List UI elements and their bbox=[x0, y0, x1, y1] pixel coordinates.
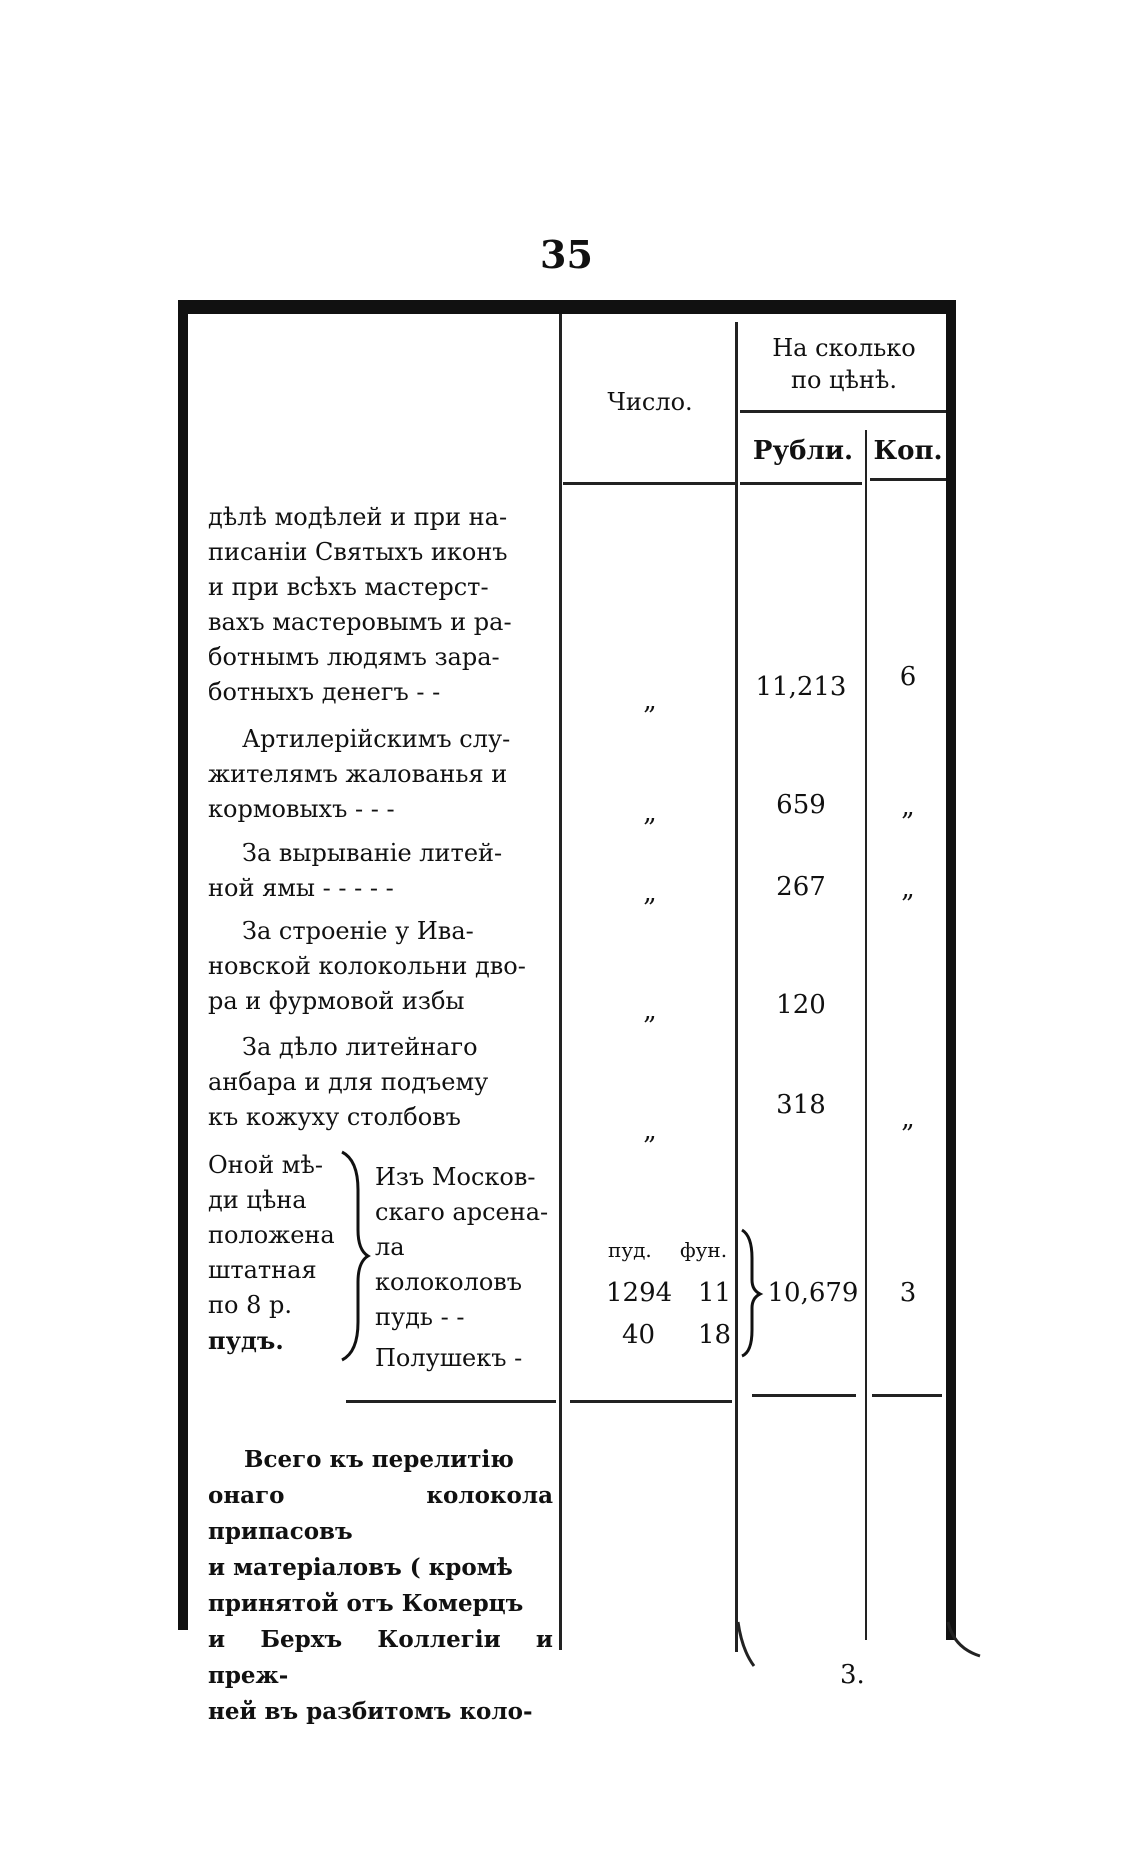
row-1-rub: 11,213 bbox=[755, 672, 847, 702]
table-top-border bbox=[178, 300, 956, 314]
row-2-text: Артилерійскимъ слу- жителямъ жалованья и кормовыхъ - - - bbox=[208, 725, 511, 823]
copper-pud-1: 1294 bbox=[606, 1278, 673, 1308]
total-rule-text bbox=[346, 1400, 556, 1403]
row-2-count: „ bbox=[643, 798, 657, 828]
row-2-rub: 659 bbox=[776, 790, 826, 820]
total-text: Всего къ перелитію онаго колокола припасовъ и матеріаловъ ( кромѣ принятой отъ Комерцъ и Берхъ Коллегіи и преж- ней въ разбитомъ коло- bbox=[208, 1446, 553, 1725]
header-rule-kop bbox=[870, 478, 946, 481]
row-4-count: „ bbox=[643, 996, 657, 1026]
row-4-rub: 120 bbox=[776, 990, 826, 1020]
header-rule-count bbox=[563, 482, 735, 485]
total-rule-kop bbox=[872, 1394, 942, 1397]
column-divider-count bbox=[735, 322, 738, 1652]
copper-kop: 3 bbox=[899, 1278, 917, 1308]
frame-end-mark-icon bbox=[944, 1620, 984, 1660]
header-rule-rub bbox=[740, 482, 862, 485]
unit-fun: фун. bbox=[680, 1238, 728, 1262]
header-price-line1: На сколько bbox=[772, 334, 916, 362]
row-1-text: дѣлѣ модѣлей и при на- писаніи Святыхъ иконъ и при всѣхъ мастерст- вахъ мастеровымъ и ра- ботнымъ людямъ зара- ботныхъ денегъ - - bbox=[208, 503, 512, 706]
column-divider-rub bbox=[865, 430, 867, 1640]
copper-price-note: Оной мѣ- ди цѣна положена штатная по 8 р. пудъ. bbox=[208, 1151, 335, 1355]
column-divider-text bbox=[559, 314, 562, 1650]
copper-fun-2: 18 bbox=[698, 1320, 732, 1350]
header-price-rule bbox=[740, 410, 946, 413]
header-price-line2: по цѣнѣ. bbox=[790, 366, 898, 394]
row-5-kop: „ bbox=[901, 1104, 915, 1134]
copper-fun-1: 11 bbox=[698, 1278, 732, 1308]
row-3-kop: „ bbox=[901, 874, 915, 904]
total-rule-count bbox=[570, 1400, 732, 1403]
row-3-text: За вырываніе литей- ной ямы - - - - - bbox=[208, 839, 503, 902]
left-brace-icon bbox=[338, 1150, 372, 1362]
header-rub: Рубли. bbox=[752, 436, 854, 466]
row-1-kop: 6 bbox=[899, 662, 917, 692]
header-count: Число. bbox=[607, 388, 693, 416]
signature-mark: 3. bbox=[840, 1660, 865, 1690]
row-5-rub: 318 bbox=[776, 1090, 826, 1120]
row-5-count: „ bbox=[643, 1116, 657, 1146]
copper-pud-2: 40 bbox=[622, 1320, 656, 1350]
copper-sources: Изъ Москов- скаго арсена- ла колоколовъ пудь - - Полушекъ - bbox=[375, 1163, 549, 1372]
row-3-count: „ bbox=[643, 878, 657, 908]
row-4-text: За строеніе у Ива- новской колокольни дво- ра и фурмовой избы bbox=[208, 917, 526, 1015]
row-3-rub: 267 bbox=[776, 872, 826, 902]
column-end-mark-icon bbox=[736, 1620, 756, 1668]
row-1-count: „ bbox=[643, 686, 657, 716]
copper-rub: 10,679 bbox=[767, 1278, 859, 1308]
row-2-kop: „ bbox=[901, 792, 915, 822]
total-rule-rub bbox=[752, 1394, 856, 1397]
table-right-border bbox=[946, 300, 956, 1640]
unit-pud: пуд. bbox=[608, 1238, 652, 1262]
row-5-text: За дѣло литейнаго анбара и для подъему къ кожуху столбовъ bbox=[208, 1033, 489, 1131]
page-number: 35 bbox=[540, 232, 593, 277]
table-left-border bbox=[178, 300, 188, 1630]
header-kop: Коп. bbox=[873, 436, 943, 466]
